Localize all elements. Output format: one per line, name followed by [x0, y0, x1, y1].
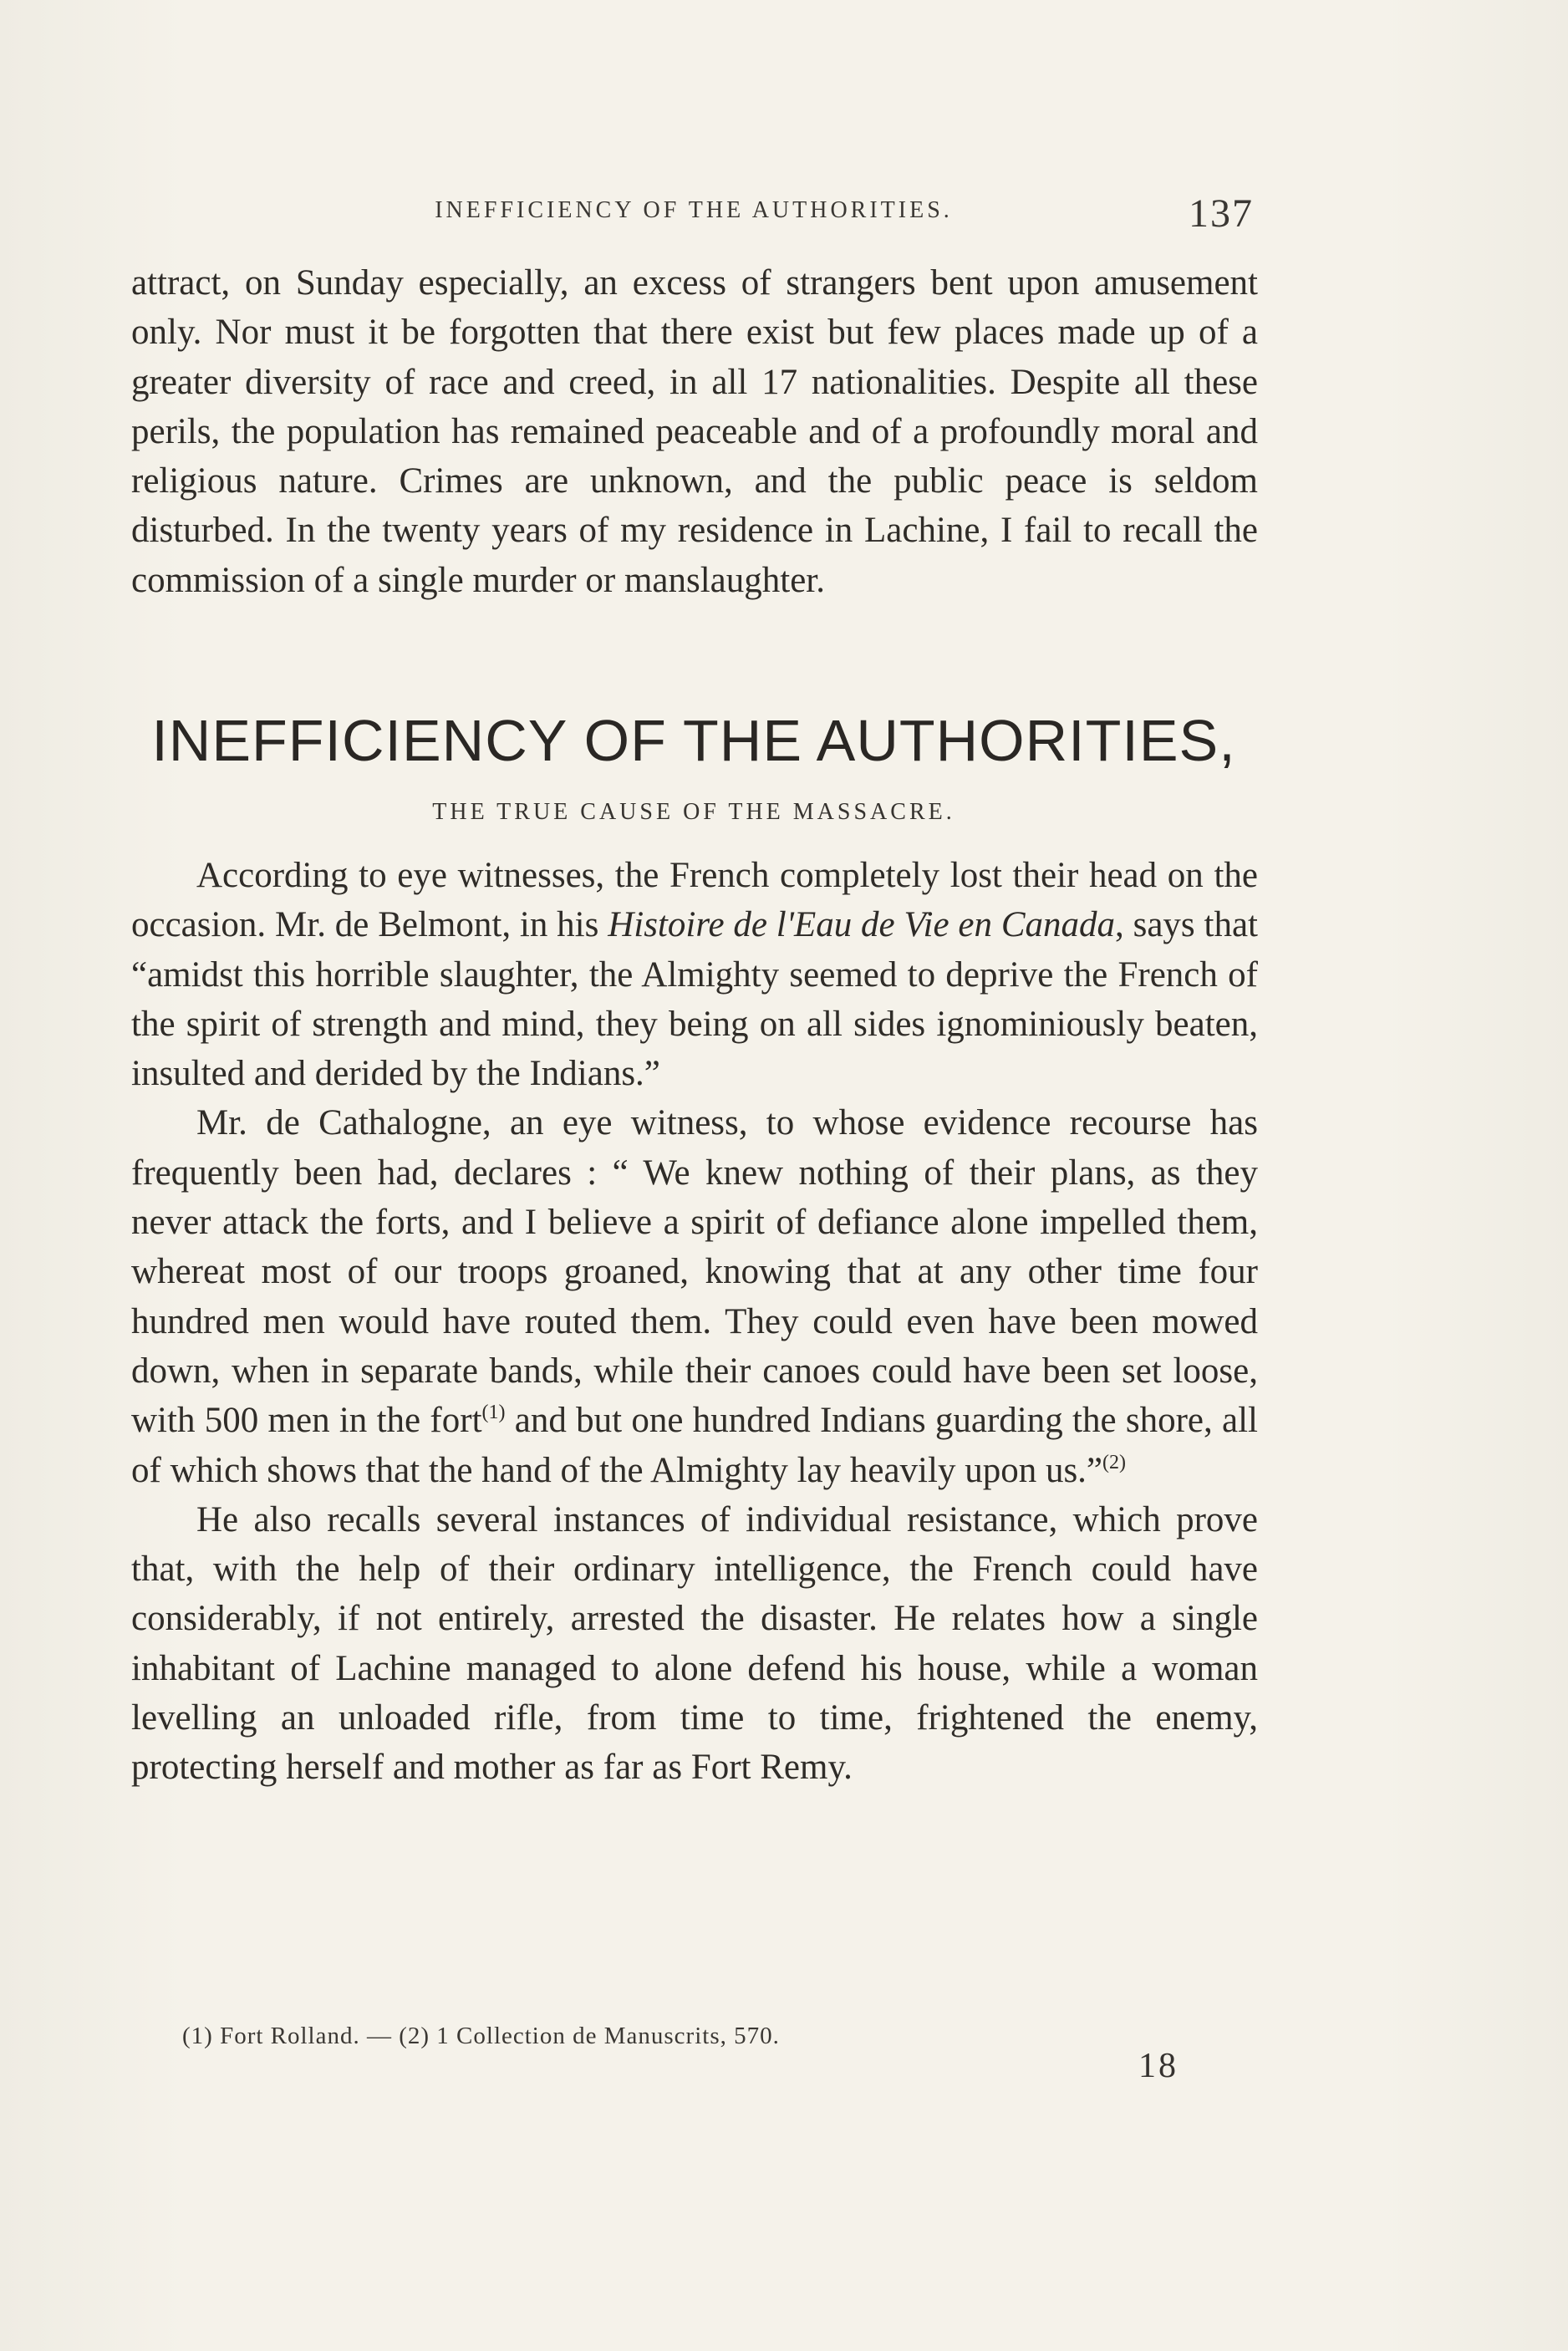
- book-title: Histoire de l'Eau de Vie en Canada: [608, 905, 1116, 945]
- paragraph-2-part-2: and but one hundred Indians guarding the shore, all of which shows that the hand of the Almighty lay heavily upon us.”: [131, 1401, 1259, 1490]
- paragraph-3: He also recalls several instances of individual resistance, which prove that, with the help of their ordinary intelligence, the French could have considerably, if not entirely, arrested the disaster. He relates how a single inhabitant of Lachine managed to alone defend his house, while a woman levelling an unloaded rifle, from time to time, frightened the enemy, protecting herself and mother as far as Fort Remy.: [131, 1499, 1258, 1788]
- body-text-block: [131, 851, 1258, 1793]
- section-heading: INEFFICIENCY OF THE AUTHORITIES,: [151, 708, 1236, 773]
- paragraph-1-after: , says that “amidst this horrible slaughter, the Almighty seemed to deprive the French of the spirit of strength and mind, they being on all sides ignominiously beaten, insulted and derided by the Indians.”: [131, 905, 1258, 1094]
- paragraph-2: [131, 1098, 1258, 1494]
- page-number: 137: [1189, 191, 1254, 236]
- intro-paragraph: attract, on Sunday especially, an excess of strangers bent upon amusement only. Nor must it be forgotten that there exist but few places made up of a greater diversity of race and creed, in all 17 nationalities. Despite all these perils, the population has remained peaceable and of a profoundly moral and religious nature. Crimes are unknown, and the public peace is seldom disturbed. In the twenty years of my residence in Lachine, I fail to recall the commission of a single murder or manslaughter.: [131, 263, 1258, 600]
- intro-text-block: [131, 258, 1258, 605]
- footnote: (1) Fort Rolland. — (2) 1 Collection de Manuscrits, 570.: [182, 2023, 780, 2049]
- paragraph-2-part-1: Mr. de Cathalogne, an eye witness, to whose evidence recourse has frequently been had, declares : “ We knew nothing of their plans, as they never attack the forts, and I believe a spirit of defiance alone impelled them, whereat most of our troops groaned, knowing that at any other time four hundred men would have routed them. They could even have been mowed down, when in separate bands, while their canoes could have been set loose, with 500 men in the fort: [131, 1103, 1258, 1441]
- footnote-ref-2: (2): [1102, 1451, 1126, 1473]
- paragraph-1-before: According to eye witnesses, the French completely lost their head on the occasion. Mr. de Belmont, in his: [131, 856, 1258, 945]
- footnote-ref-1: (1): [481, 1402, 506, 1424]
- paragraph-1: [131, 851, 1258, 1098]
- running-title: INEFFICIENCY OF THE AUTHORITIES.: [435, 197, 953, 223]
- running-head: [134, 191, 1254, 241]
- signature-mark: 18: [1138, 2047, 1179, 2085]
- section-subheading: THE TRUE CAUSE OF THE MASSACRE.: [432, 799, 955, 825]
